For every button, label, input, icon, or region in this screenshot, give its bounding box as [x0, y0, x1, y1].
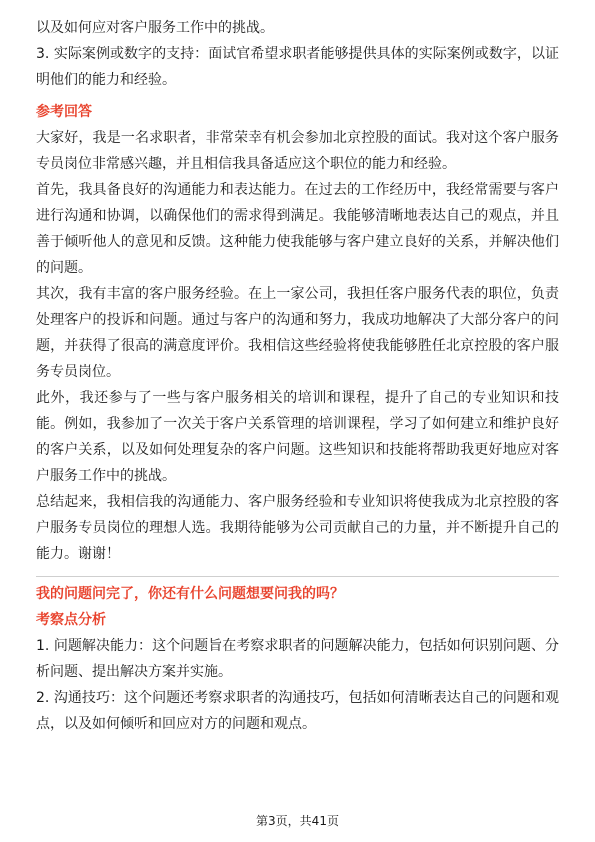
answer-paragraph-training: 此外，我还参与了一些与客户服务相关的培训和课程，提升了自己的专业知识和技能。例如，我参加了一次关于客户关系管理的培训课程，学习了如何建立和维护良好的客户关系，以及如何处理复杂的客户问题。这些知识和技能将帮助我更好地应对客户服务工作中的挑战。	[36, 390, 559, 484]
reference-answer-heading: 参考回答	[36, 104, 92, 120]
answer-paragraph-communication: 首先，我具备良好的沟通能力和表达能力。在过去的工作经历中，我经常需要与客户进行沟通和协调，以确保他们的需求得到满足。我能够清晰地表达自己的观点，并且善于倾听他人的意见和反馈。这种能力使我能够与客户建立良好的关系，并解决他们的问题。	[36, 182, 559, 276]
section-divider	[36, 576, 559, 577]
intro-line: 以及如何应对客户服务工作中的挑战。	[36, 20, 274, 36]
answer-paragraph-experience: 其次，我有丰富的客户服务经验。在上一家公司，我担任客户服务代表的职位，负责处理客户的投诉和问题。通过与客户的沟通和努力，我成功地解决了大部分客户的问题，并获得了很高的满意度评价。我相信这些经验将使我能够胜任北京控股的客户服务专员岗位。	[36, 286, 559, 380]
criteria-item-3: 3. 实际案例或数字的支持：面试官希望求职者能够提供具体的实际案例或数字，以证明他们的能力和经验。	[36, 46, 559, 88]
question-title: 我的问题问完了，你还有什么问题想要问我的吗？	[36, 586, 344, 602]
analysis-point-1: 1. 问题解决能力：这个问题旨在考察求职者的问题解决能力，包括如何识别问题、分析问题、提出解决方案并实施。	[36, 638, 559, 680]
analysis-point-2: 2. 沟通技巧：这个问题还考察求职者的沟通技巧，包括如何清晰表达自己的问题和观点，以及如何倾听和回应对方的问题和观点。	[36, 690, 559, 732]
page-number: 第3页，共41页	[256, 814, 339, 828]
page-content	[36, 15, 559, 737]
analysis-heading: 考察点分析	[36, 612, 106, 628]
answer-paragraph-summary: 总结起来，我相信我的沟通能力、客户服务经验和专业知识将使我成为北京控股的客户服务专员岗位的理想人选。我期待能够为公司贡献自己的力量，并不断提升自己的能力。谢谢！	[36, 494, 559, 562]
answer-paragraph-greeting: 大家好，我是一名求职者，非常荣幸有机会参加北京控股的面试。我对这个客户服务专员岗位非常感兴趣，并且相信我具备适应这个职位的能力和经验。	[36, 130, 559, 172]
